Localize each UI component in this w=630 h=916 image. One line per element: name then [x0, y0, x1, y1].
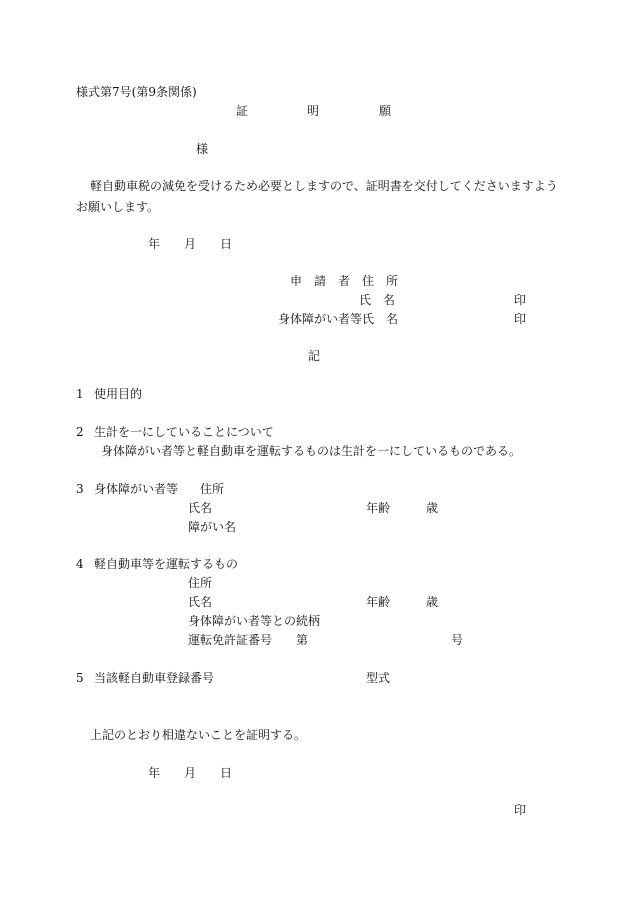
- item-number: 1: [76, 387, 84, 401]
- ki-heading: 記: [308, 349, 321, 363]
- title-char-3: 願: [379, 104, 392, 118]
- disabled-person-name-label: 身体障がい者等氏 名: [278, 312, 399, 326]
- age-unit: 歳: [426, 595, 439, 609]
- relation-label: 身体障がい者等との続柄: [188, 614, 321, 628]
- form-number: 様式第7号(第9条関係): [76, 85, 197, 99]
- item-label: 軽自動車等を運転するもの: [94, 557, 239, 571]
- license-label: 運転免許証番号: [188, 633, 273, 647]
- item-number: 5: [76, 671, 84, 685]
- request-text-line2: お願いします。: [76, 200, 160, 214]
- date-day: 日: [220, 237, 233, 251]
- date-year: 年: [148, 766, 161, 780]
- item-number: 2: [76, 425, 84, 439]
- item-label: 身体障がい者等: [94, 482, 179, 496]
- age-unit: 歳: [426, 501, 439, 515]
- model-label: 型式: [366, 671, 391, 685]
- title-char-1: 証: [236, 104, 249, 118]
- applicant-seal: 印: [514, 293, 527, 307]
- address-label: 住所: [200, 482, 225, 496]
- date-year: 年: [148, 237, 161, 251]
- license-suffix: 号: [451, 633, 464, 647]
- item-number: 3: [76, 482, 84, 496]
- title-char-2: 明: [307, 104, 320, 118]
- applicant-name-label: 氏 名: [359, 293, 396, 307]
- address-label: 住所: [188, 576, 213, 590]
- date-month: 月: [184, 766, 197, 780]
- name-label: 氏名: [188, 501, 213, 515]
- date-month: 月: [184, 237, 197, 251]
- name-label: 氏名: [188, 595, 213, 609]
- age-label: 年齢: [366, 595, 391, 609]
- item-label: 生計を一にしていることについて: [94, 425, 274, 439]
- applicant-address-label: 申 請 者 住 所: [290, 274, 399, 288]
- item-number: 4: [76, 557, 84, 571]
- date-day: 日: [220, 766, 233, 780]
- request-text-line1: 軽自動車税の減免を受けるため必要としますので、証明書を交付してくださいますよう: [90, 179, 558, 193]
- certifier-seal: 印: [514, 803, 527, 817]
- disabled-person-seal: 印: [514, 312, 527, 326]
- age-label: 年齢: [366, 501, 391, 515]
- disability-label: 障がい名: [188, 520, 237, 534]
- license-prefix: 第: [296, 633, 309, 647]
- item-2-statement: 身体障がい者等と軽自動車を運転するものは生計を一にしているものである。: [101, 444, 522, 458]
- item-label: 使用目的: [94, 387, 143, 401]
- certification-text: 上記のとおり相違ないことを証明する。: [90, 728, 307, 742]
- item-label: 当該軽自動車登録番号: [94, 671, 215, 685]
- addressee-honorific: 様: [196, 142, 209, 156]
